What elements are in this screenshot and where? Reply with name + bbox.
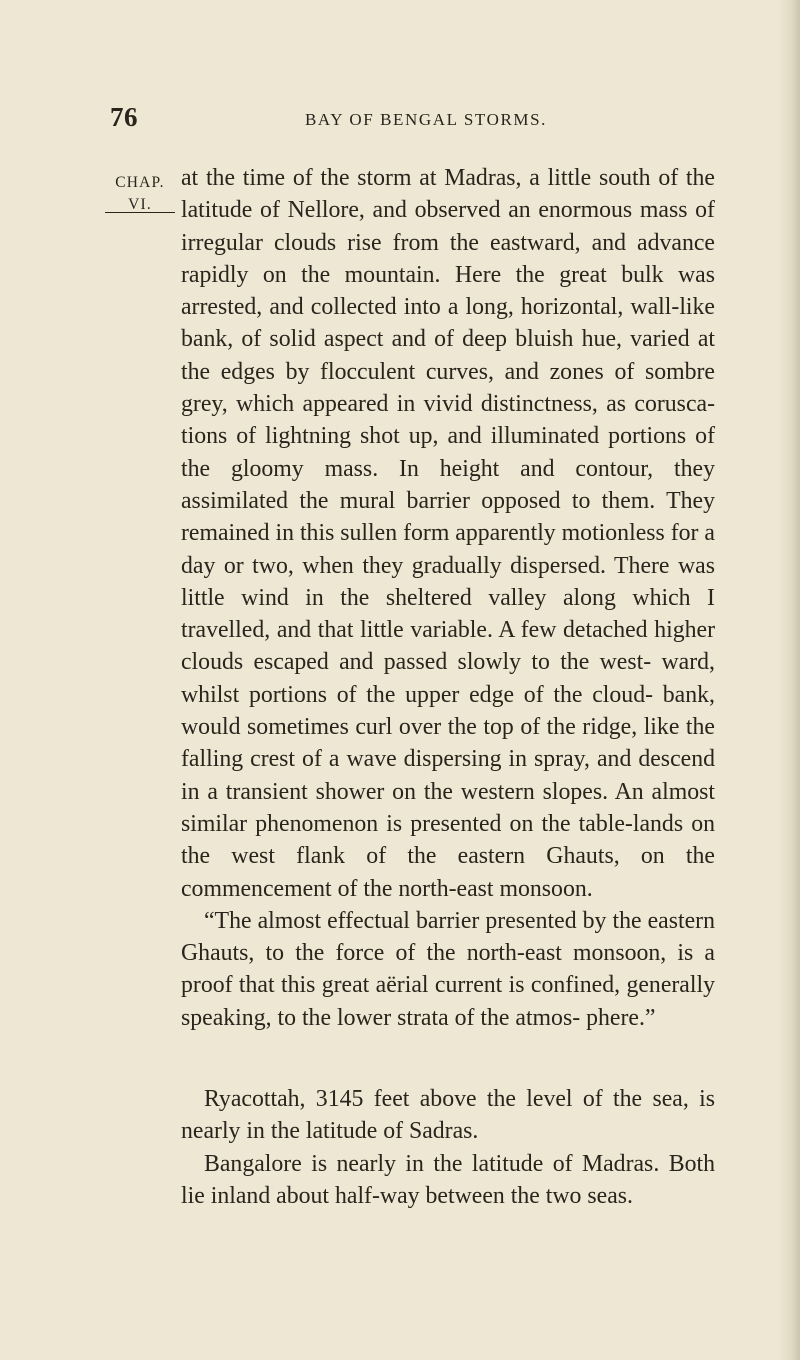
- paragraph-quotation: “The almost effectual barrier presented by the eastern Ghauts, to the force of the north-east monsoon, is a proof that this great aërial current is confined, generally speaking, to the lower strata of the atmos- phere.”: [181, 907, 715, 1031]
- body-text: [181, 162, 715, 1212]
- page-number: 76: [110, 102, 138, 132]
- chapter-label: CHAP.: [115, 174, 165, 191]
- chapter-margin-note: [104, 172, 176, 213]
- paragraph-gap: [181, 1034, 715, 1083]
- chapter-number: VI.: [128, 196, 152, 213]
- page-header: [0, 98, 800, 138]
- running-head: BAY OF BENGAL STORMS.: [304, 110, 548, 129]
- paragraph-storm-narrative: at the time of the storm at Madras, a little south of the latitude of Nellore, and observed an enormous mass of irregular clouds rise from the eastward, and advance rapidly on the mountain. Here the great bulk was arrested, and collected into a long, horizontal, wall-like bank, of solid aspect and of deep bluish hue, varied at the edges by flocculent curves, and zones of sombre grey, which appeared in vivid distinctness, as corusca- tions of lightning shot up, and illuminated portions of the gloomy mass. In height and contour, they assimilated the mural barrier opposed to them. They remained in this sullen form apparently motionless for a day or two, when they gradually dispersed. There was little wind in the sheltered valley along which I travelled, and that little variable. A few detached higher clouds escaped and passed slowly to the west- ward, whilst portions of the upper edge of the cloud- bank, would sometimes curl over the top of the ridge, like the falling crest of a wave dispersing in spray, and descend in a transient shower on the western slopes. An almost similar phenomenon is presented on the table-lands on the west flank of the eastern Ghauts, on the commencement of the north-east monsoon.: [181, 165, 715, 902]
- paragraph-ryacottah: Ryacottah, 3145 feet above the level of the sea, is nearly in the latitude of Sadras.: [181, 1086, 715, 1145]
- page-edge-shadow: [778, 0, 800, 1360]
- paragraph-bangalore: Bangalore is nearly in the latitude of Madras. Both lie inland about half-way between the two seas.: [181, 1150, 715, 1209]
